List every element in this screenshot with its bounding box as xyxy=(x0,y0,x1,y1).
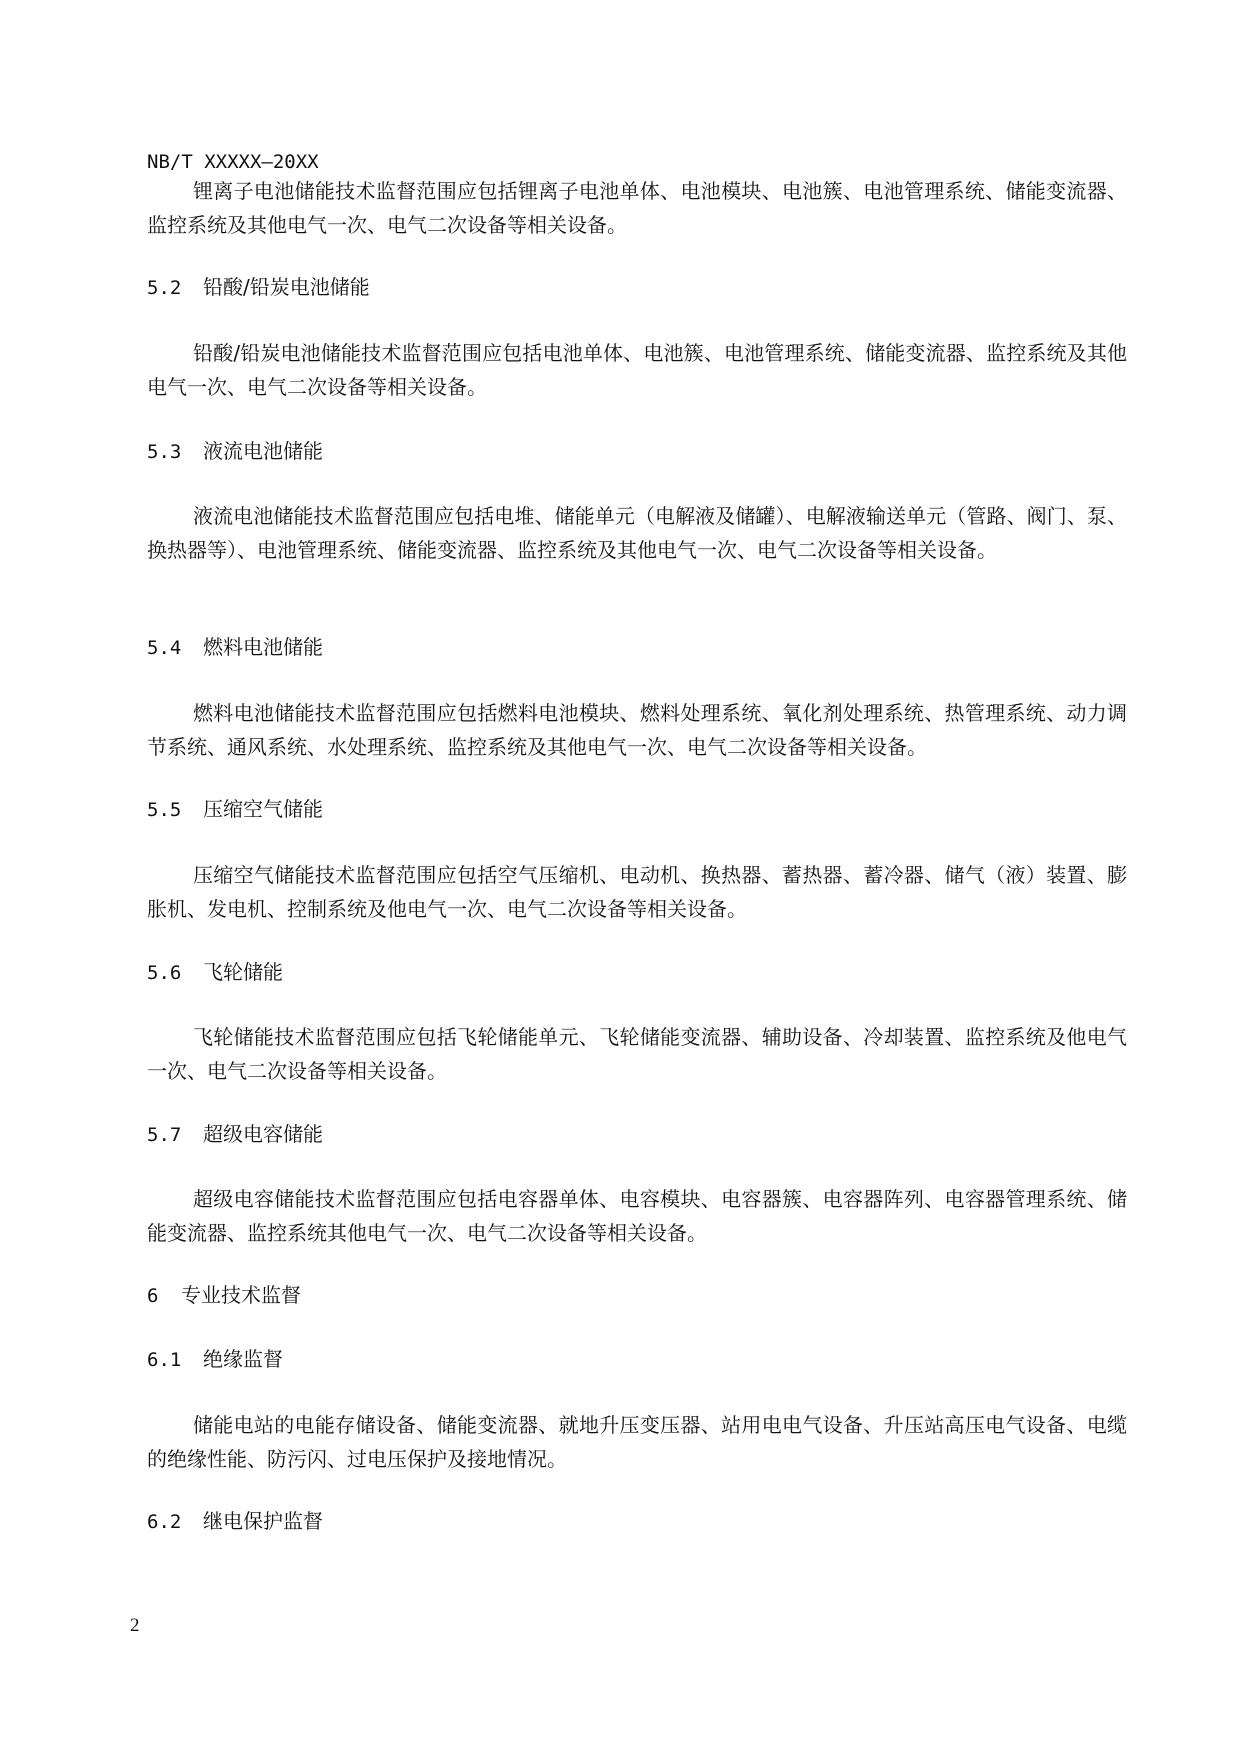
section-heading-6-1 xyxy=(147,1344,283,1375)
section-title: 绝缘监督 xyxy=(203,1347,283,1371)
section-body-5-4: 燃料电池储能技术监督范围应包括燃料电池模块、燃料处理系统、氧化剂处理系统、热管理系统、动力调节系统、通风系统、水处理系统、监控系统及其他电气一次、电气二次设备等相关设备。 xyxy=(147,701,1127,759)
chapter-heading-6 xyxy=(147,1280,301,1311)
intro-paragraph: 锂离子电池储能技术监督范围应包括锂离子电池单体、电池模块、电池簇、电池管理系统、储能变流器、监控系统及其他电气一次、电气二次设备等相关设备。 xyxy=(147,179,1127,237)
section-title: 飞轮储能 xyxy=(203,960,283,984)
section-body-5-7: 超级电容储能技术监督范围应包括电容器单体、电容模块、电容器簇、电容器阵列、电容器管理系统、储能变流器、监控系统其他电气一次、电气二次设备等相关设备。 xyxy=(147,1187,1127,1245)
section-number: 5.6 xyxy=(147,962,182,984)
chapter-title: 专业技术监督 xyxy=(181,1283,301,1307)
section-heading-6-2 xyxy=(147,1506,323,1537)
section-title: 燃料电池储能 xyxy=(203,635,323,659)
section-heading-5-2 xyxy=(147,272,370,303)
section-title: 超级电容储能 xyxy=(203,1122,323,1146)
section-title: 继电保护监督 xyxy=(203,1509,323,1533)
document-code: NB/T XXXXX—20XX xyxy=(147,151,319,173)
section-number: 5.5 xyxy=(147,799,182,821)
section-heading-5-3 xyxy=(147,436,323,467)
section-number: 5.7 xyxy=(147,1124,182,1146)
section-body-5-3: 液流电池储能技术监督范围应包括电堆、储能单元（电解液及储罐）、电解液输送单元（管路、阀门、泵、换热器等）、电池管理系统、储能变流器、监控系统及其他电气一次、电气二次设备等相关设备。 xyxy=(147,504,1127,562)
section-body-5-5: 压缩空气储能技术监督范围应包括空气压缩机、电动机、换热器、蓄热器、蓄冷器、储气（液）装置、膨胀机、发电机、控制系统及他电气一次、电气二次设备等相关设备。 xyxy=(147,863,1127,921)
section-number: 5.2 xyxy=(147,277,182,299)
section-title: 液流电池储能 xyxy=(203,439,323,463)
section-body-5-2: 铅酸/铅炭电池储能技术监督范围应包括电池单体、电池簇、电池管理系统、储能变流器、监控系统及其他电气一次、电气二次设备等相关设备。 xyxy=(147,341,1127,399)
section-heading-5-6 xyxy=(147,957,283,988)
section-body-5-6: 飞轮储能技术监督范围应包括飞轮储能单元、飞轮储能变流器、辅助设备、冷却装置、监控系统及他电气一次、电气二次设备等相关设备。 xyxy=(147,1025,1127,1083)
section-number: 6.2 xyxy=(147,1511,182,1533)
section-title: 压缩空气储能 xyxy=(203,797,323,821)
section-title: 铅酸/铅炭电池储能 xyxy=(203,275,370,299)
section-heading-5-4 xyxy=(147,632,323,663)
section-heading-5-5 xyxy=(147,794,323,825)
chapter-number: 6 xyxy=(147,1285,159,1307)
section-heading-5-7 xyxy=(147,1119,323,1150)
section-number: 6.1 xyxy=(147,1349,182,1371)
section-number: 5.4 xyxy=(147,637,182,659)
section-number: 5.3 xyxy=(147,441,182,463)
section-body-6-1: 储能电站的电能存储设备、储能变流器、就地升压变压器、站用电电气设备、升压站高压电气设备、电缆的绝缘性能、防污闪、过电压保护及接地情况。 xyxy=(147,1413,1127,1471)
page-number: 2 xyxy=(130,1615,140,1636)
